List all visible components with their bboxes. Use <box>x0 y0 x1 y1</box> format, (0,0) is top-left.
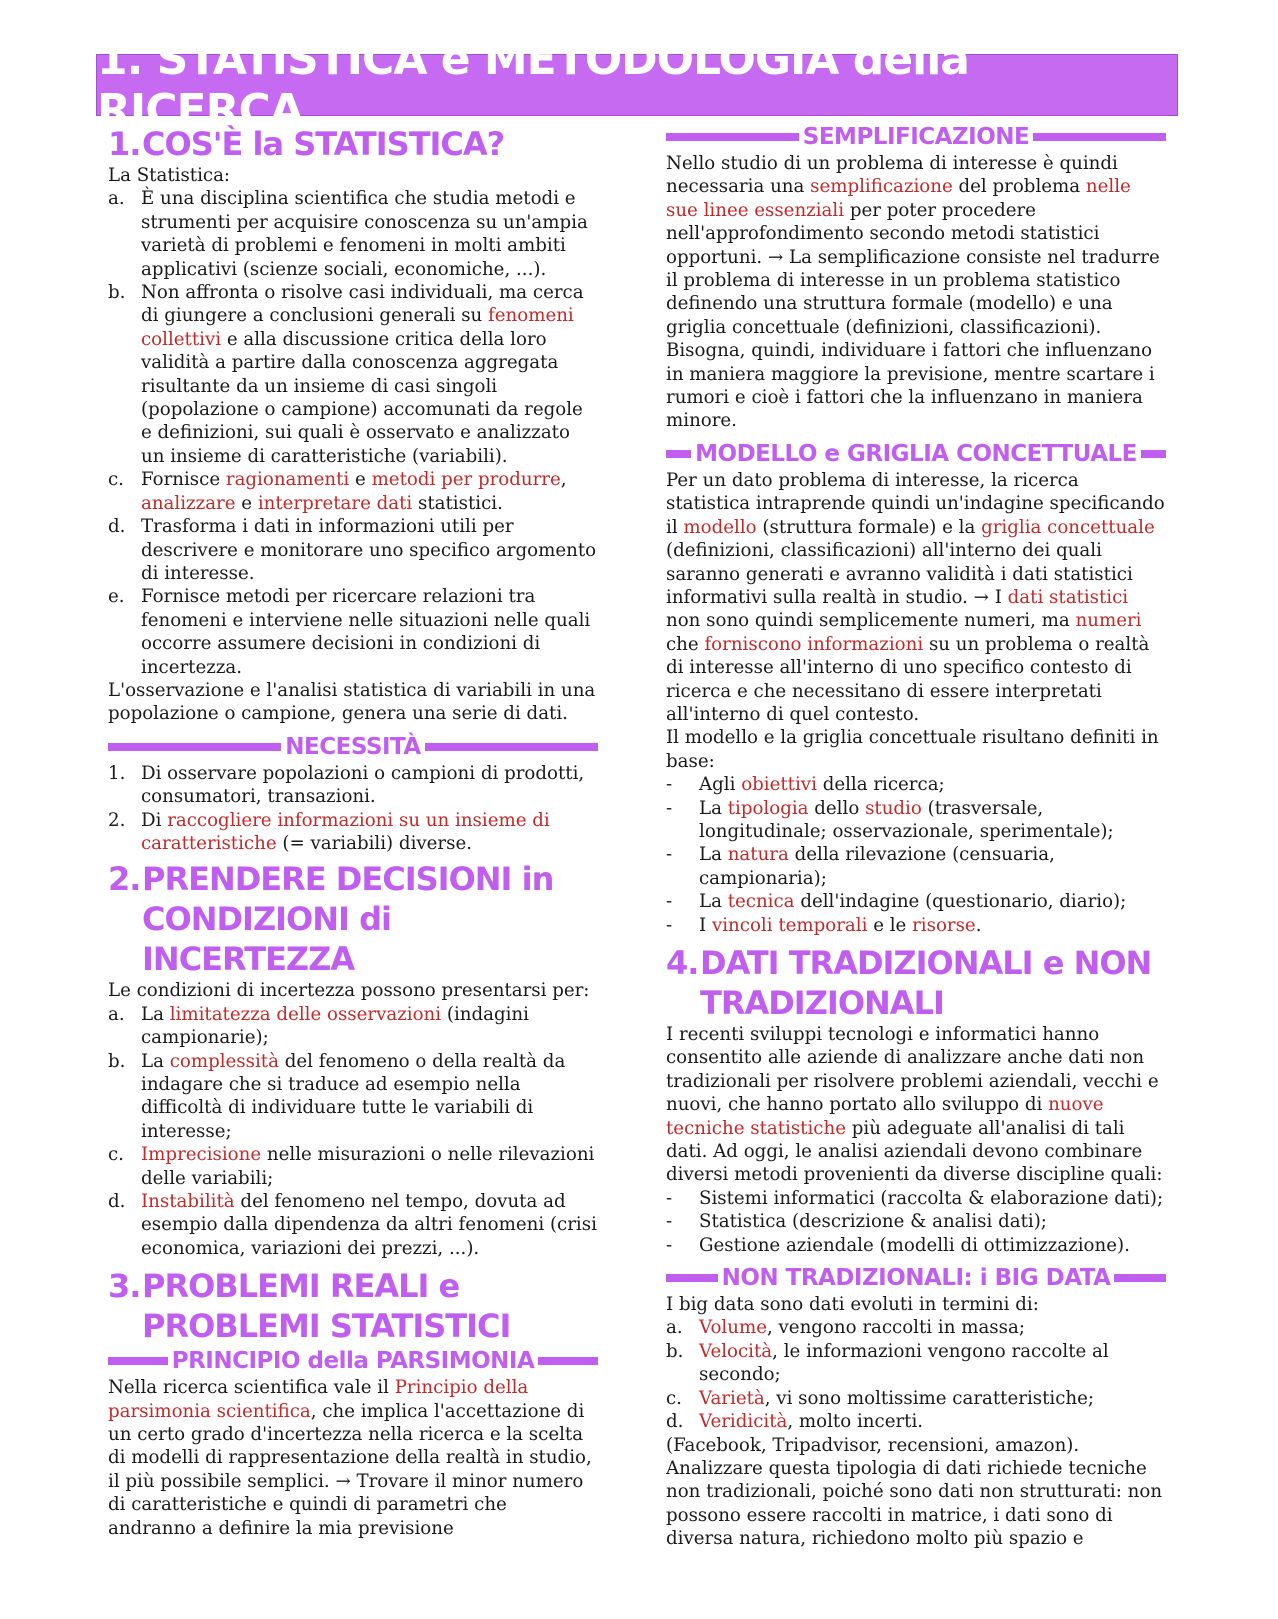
marker: b. <box>108 282 126 304</box>
marker: - <box>666 914 673 936</box>
intro-text: I big data sono dati evoluti in termini di: <box>666 1294 1039 1316</box>
section-number: 1. <box>108 125 141 163</box>
divider <box>666 133 799 141</box>
item-text: Di osservare popolazioni o campioni di prodotti, consumatori, transazioni. <box>141 762 585 808</box>
marker: a. <box>108 1003 125 1025</box>
list-item <box>108 515 598 585</box>
marker: c. <box>108 1144 124 1166</box>
subheading-modello <box>666 441 1166 467</box>
item-text: Imprecisione nelle misurazioni o nelle rilevazioni delle variabili; <box>141 1144 595 1189</box>
subheading-text: NON TRADIZIONALI: i BIG DATA <box>721 1265 1111 1292</box>
section-number: 2. <box>108 860 141 899</box>
subheading-parsimonia <box>108 1348 598 1374</box>
item-text: Gestione aziendale (modelli di ottimizzazione). <box>699 1234 1130 1256</box>
list <box>666 1187 1166 1257</box>
item-text: Volume, vengono raccolti in massa; <box>699 1317 1025 1339</box>
list-item <box>108 1190 598 1260</box>
paragraph: I recenti sviluppi tecnologi e informatici hanno consentito alle aziende di analizzare anche dati non tradizionali per risolvere problemi aziendali, vecchi e nuovi, che hanno portato allo sviluppo di nuove tecniche statistiche più adeguate all'analisi di tali dati. Ad oggi, le analisi aziendali devono combinare diversi metodi provenienti da diverse discipline quali: <box>666 1024 1163 1186</box>
paragraph: Per un dato problema di interesse, la ricerca statistica intraprende quindi un'indagine specificando il modello (struttura formale) e la griglia concettuale (definizioni, classificazioni) all'interno dei quali saranno generati e avranno validità i dati statistici informativi sulla realtà in studio. → I dati statistici non sono quindi semplicemente numeri, ma numeri che forniscono informazioni su un problema o realtà di interesse all'interno di uno specifico contesto di ricerca e che necessitano di essere interpretati all'interno di quel contesto. <box>666 469 1165 725</box>
section-1-heading <box>108 124 598 164</box>
subheading-necessita <box>108 734 598 760</box>
marker: c. <box>108 469 124 491</box>
divider <box>1114 1274 1166 1282</box>
item-text: Sistemi informatici (raccolta & elaborazione dati); <box>699 1187 1164 1209</box>
item-text: Fornisce metodi per ricercare relazioni tra fenomeni e interviene nelle situazioni nelle quali occorre assumere decisioni in condizioni di incertezza. <box>141 586 591 678</box>
list-item <box>108 468 598 515</box>
marker: b. <box>108 1050 126 1072</box>
list <box>666 773 1166 937</box>
list <box>108 1003 598 1260</box>
intro-text: La Statistica: <box>108 165 231 186</box>
marker: - <box>666 1234 673 1256</box>
marker: c. <box>666 1387 682 1409</box>
item-text: Statistica (descrizione & analisi dati); <box>699 1211 1047 1233</box>
list-item <box>666 1316 1166 1339</box>
item-text: I vincoli temporali e le risorse. <box>699 914 982 936</box>
right-column <box>666 124 1166 1551</box>
item-text: È una disciplina scientifica che studia metodi e strumenti per acquisire conoscenza su un'ampia varietà di problemi e fenomeni in molti ambiti applicativi (scienze sociali, economiche, ...). <box>141 188 588 280</box>
list-item <box>666 1234 1166 1257</box>
list-item <box>108 187 598 281</box>
marker: e. <box>108 586 125 608</box>
section-number: 3. <box>108 1267 141 1306</box>
subheading-semplificazione <box>666 124 1166 150</box>
divider <box>666 450 691 458</box>
divider <box>425 743 598 751</box>
item-text: Velocità, le informazioni vengono raccolte al secondo; <box>699 1340 1109 1386</box>
list-item <box>108 281 598 468</box>
list-item <box>666 890 1166 913</box>
item-text: Di raccogliere informazioni su un insieme di caratteristiche (= variabili) diverse. <box>141 809 550 854</box>
divider <box>538 1357 598 1365</box>
list-item <box>666 773 1166 796</box>
list-item <box>108 1050 598 1144</box>
left-column <box>108 124 598 1540</box>
marker: a. <box>108 188 125 210</box>
divider <box>1033 133 1166 141</box>
marker: - <box>666 1187 673 1209</box>
list-item <box>108 1003 598 1050</box>
item-text: La tipologia dello studio (trasversale, longitudinale; osservazionale, sperimentale); <box>699 797 1114 842</box>
item-text: La tecnica dell'indagine (questionario, diario); <box>699 891 1127 913</box>
section-title: PRENDERE DECISIONI in CONDIZIONI di INCERTEZZA <box>142 860 554 979</box>
marker: 1. <box>108 762 126 784</box>
subheading-text: SEMPLIFICAZIONE <box>802 124 1030 150</box>
item-text: La natura della rilevazione (censuaria, campionaria); <box>699 844 1055 889</box>
list-item <box>108 809 598 856</box>
paragraph: Il modello e la griglia concettuale risultano definiti in base: <box>666 727 1159 772</box>
marker: 2. <box>108 809 126 831</box>
section-title: COS'È la STATISTICA? <box>142 125 505 163</box>
divider <box>666 1274 718 1282</box>
marker: - <box>666 891 673 913</box>
section-title: PROBLEMI REALI e PROBLEMI STATISTICI <box>142 1267 511 1346</box>
list-item <box>108 1143 598 1190</box>
list-item <box>666 914 1166 937</box>
subheading-text: MODELLO e GRIGLIA CONCETTUALE <box>695 440 1137 467</box>
list-item <box>108 762 598 809</box>
item-text: Instabilità del fenomeno nel tempo, dovuta ad esempio dalla dipendenza da altri fenomeni (crisi economica, variazioni dei prezzi, ...). <box>141 1191 597 1259</box>
list-item <box>666 843 1166 890</box>
item-text: Trasforma i dati in informazioni utili per descrivere e monitorare uno specifico argomento di interesse. <box>141 516 597 584</box>
section-title: DATI TRADIZIONALI e NON TRADIZIONALI <box>700 944 1152 1022</box>
marker: - <box>666 844 673 866</box>
section-2-heading <box>108 859 598 979</box>
subheading-text: PRINCIPIO della PARSIMONIA <box>171 1348 535 1375</box>
paragraph: L'osservazione e l'analisi statistica di variabili in una popolazione o campione, genera una serie di dati. <box>108 679 596 725</box>
list <box>666 1316 1166 1433</box>
marker: - <box>666 797 673 819</box>
list <box>108 762 598 856</box>
list-item <box>666 797 1166 844</box>
divider <box>108 743 281 751</box>
marker: d. <box>108 516 126 538</box>
list <box>108 187 598 679</box>
list-item <box>666 1210 1166 1233</box>
marker: d. <box>666 1411 684 1433</box>
item-text: La limitatezza delle osservazioni (indagini campionarie); <box>141 1003 529 1049</box>
list-item <box>666 1187 1166 1210</box>
page-title: 1. STATISTICA e METODOLOGIA della RICERCA <box>97 34 969 136</box>
marker: b. <box>666 1340 684 1362</box>
marker: - <box>666 1211 673 1233</box>
subheading-text: NECESSITÀ <box>285 733 421 760</box>
item-text: Agli obiettivi della ricerca; <box>699 774 945 796</box>
divider <box>1141 450 1166 458</box>
section-3-heading <box>108 1266 598 1346</box>
marker: - <box>666 774 673 796</box>
subheading-big-data <box>666 1265 1166 1291</box>
paragraph: Nello studio di un problema di interesse è quindi necessaria una semplificazione del problema nelle sue linee essenziali per poter procedere nell'approfondimento secondo metodi statistici opportuni. → La semplificazione consiste nel tradurre il problema di interesse in un problema statistico definendo una struttura formale (modello) e una griglia concettuale (definizioni, classificazioni). Bisogna, quindi, individuare i fattori che influenzano in maniera maggiore la previsione, mentre scartare i rumori e cioè i fattori che la influenzano in maniera minore. <box>666 153 1160 432</box>
item-text: Veridicità, molto incerti. <box>699 1411 924 1433</box>
marker: d. <box>108 1191 126 1213</box>
intro-text: Le condizioni di incertezza possono presentarsi per: <box>108 980 590 1002</box>
item-text: Non affronta o risolve casi individuali, ma cerca di giungere a conclusioni generali su fenomeni collettivi e alla discussione critica della loro validità a partire dalla conoscenza aggregata risultante da un insieme di casi singoli (popolazione o campione) accomunati da regole e definizioni, sui quali è osservato e analizzato un insieme di caratteristiche (variabili). <box>141 282 584 467</box>
marker: a. <box>666 1317 683 1339</box>
paragraph: Nella ricerca scientifica vale il Principio della parsimonia scientifica, che implica l'accettazione di un certo grado d'incertezza nella ricerca e la scelta di modelli di rappresentazione della realtà in studio, il più possibile semplici. → Trovare il minor numero di caratteristiche e quindi di parametri che andranno a definire la mia previsione <box>108 1377 592 1539</box>
item-text: La complessità del fenomeno o della realtà da indagare che si traduce ad esempio nella difficoltà di individuare tutte le variabili di interesse; <box>141 1050 566 1142</box>
divider <box>108 1357 168 1365</box>
section-4-heading <box>666 943 1166 1023</box>
paragraph: (Facebook, Tripadvisor, recensioni, amazon). Analizzare questa tipologia di dati richiede tecniche non tradizionali, poiché sono dati non strutturati: non possono essere raccolti in matrice, i dati sono di diversa natura, richiedono molto più spazio e <box>666 1434 1163 1550</box>
item-text: Varietà, vi sono moltissime caratteristiche; <box>699 1387 1095 1409</box>
item-text: Fornisce ragionamenti e metodi per produrre, analizzare e interpretare dati statistici. <box>141 469 567 514</box>
list-item <box>666 1340 1166 1387</box>
list-item <box>666 1387 1166 1410</box>
page-title-bar <box>96 34 1178 136</box>
list-item <box>666 1410 1166 1433</box>
list-item <box>108 585 598 679</box>
section-number: 4. <box>666 944 699 982</box>
